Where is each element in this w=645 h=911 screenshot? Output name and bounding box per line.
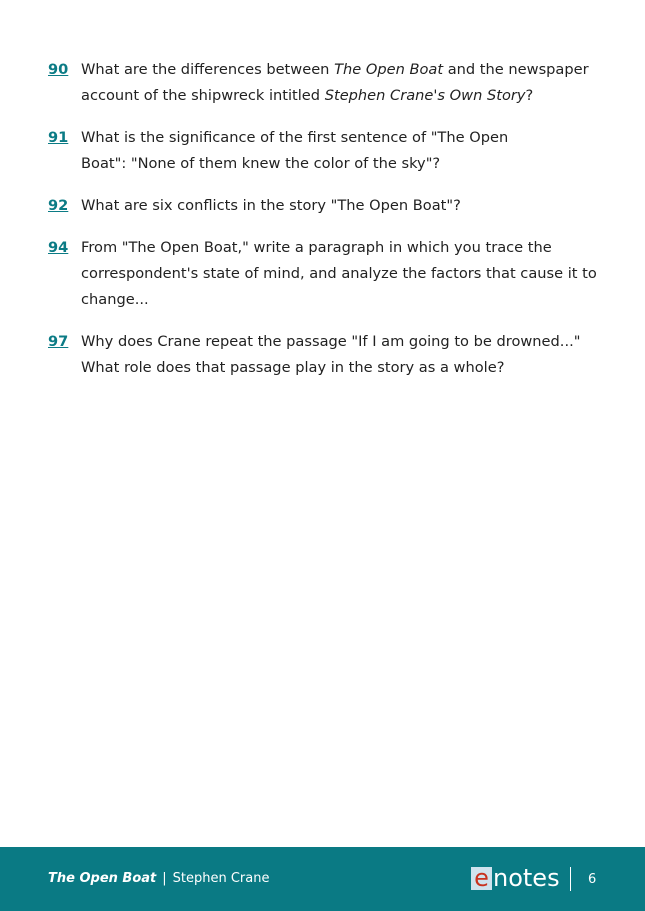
question-text: From "The Open Boat," write a paragraph in which you trace the correspondent's state of mind, and analyze the factors that cause it to change...	[81, 239, 597, 308]
italic-title: The Open Boat	[334, 61, 444, 78]
question-text: What is the significance of the first sentence of "The Open Boat": "None of them knew the color of the sky"?	[81, 129, 509, 172]
logo-e: e	[471, 867, 492, 890]
enotes-logo	[471, 863, 560, 892]
question-link[interactable]: 91	[48, 129, 69, 146]
question-link[interactable]: 92	[48, 197, 69, 214]
author: Stephen Crane	[172, 871, 270, 886]
question-link[interactable]: 97	[48, 333, 69, 350]
question-link[interactable]: 94	[48, 239, 69, 256]
question-link[interactable]: 90	[48, 61, 69, 78]
question-item	[48, 57, 608, 109]
footer-title	[48, 871, 269, 886]
page-number: 6	[588, 872, 597, 887]
footer	[0, 847, 645, 911]
divider	[570, 867, 571, 891]
text-segment: and the newspaper account of the shipwreck intitled	[81, 61, 589, 104]
question-text: What are six conflicts in the story "The Open Boat"?	[81, 197, 461, 214]
question-item	[48, 329, 593, 381]
question-item	[48, 125, 528, 177]
text-segment: ?	[525, 87, 534, 104]
book-title: The Open Boat	[48, 871, 157, 886]
logo-text: notes	[493, 864, 560, 892]
question-item	[48, 193, 608, 219]
text-segment: What are the differences between	[81, 61, 335, 78]
italic-title: Stephen Crane's Own Story	[324, 87, 526, 104]
question-item	[48, 235, 608, 313]
question-text	[81, 57, 608, 109]
separator: |	[162, 871, 167, 886]
question-text: Why does Crane repeat the passage "If I am going to be drowned..." What role does that passage play in the story as a whole?	[81, 333, 581, 376]
